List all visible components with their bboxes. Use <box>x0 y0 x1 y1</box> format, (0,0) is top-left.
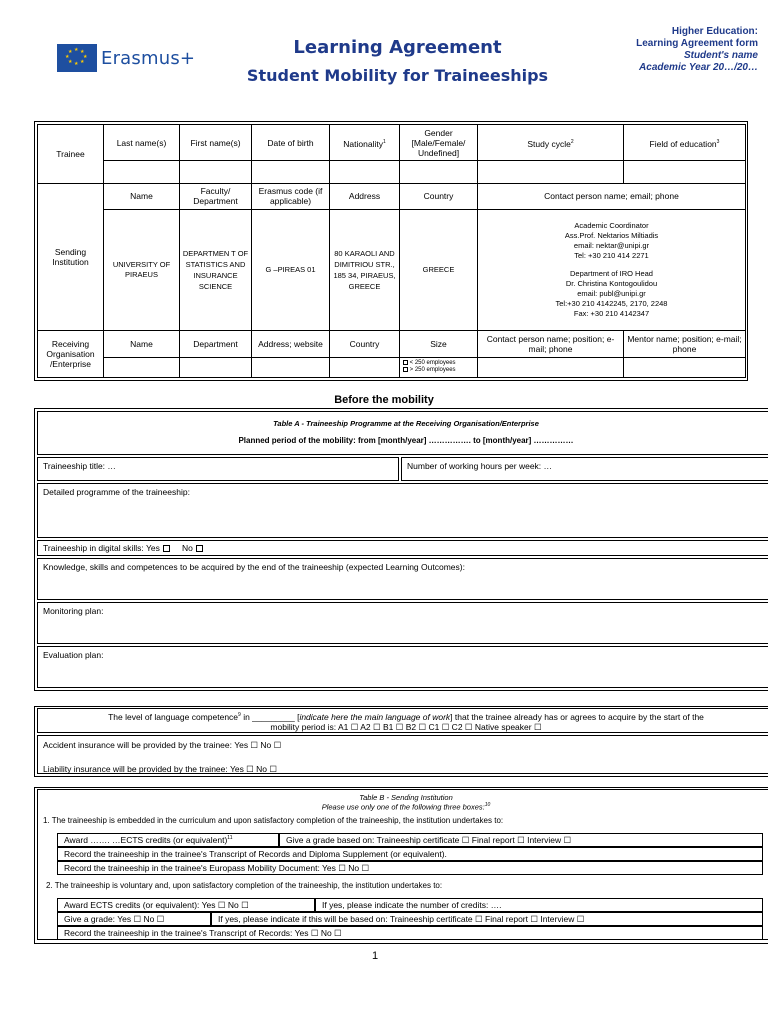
col-send-dept: Faculty/ Department <box>180 183 252 209</box>
col-send-contact: Contact person name; email; phone <box>478 183 746 209</box>
award-ects-2[interactable]: Award ECTS credits (or equivalent): Yes ☐ No ☐ <box>57 898 315 912</box>
send-contact-value: Academic Coordinator Ass.Prof. Nektarios Miltiadis email: nektar@unipi.gr Tel: +30 210 414 2271 Department of IRO Head Dr. Christina Kontogoulidou email: publ@unipi.gr Tel:+30 210 4142245, 2170, 2248 Fax: +30 210 4142347 <box>478 209 746 330</box>
page-number: 1 <box>371 950 379 962</box>
input-recv-address[interactable] <box>252 357 330 377</box>
insurance-box[interactable] <box>37 735 768 774</box>
logo-text: Erasmus+ <box>101 47 196 69</box>
send-dept-value: DEPARTMEN T OF STATISTICS AND INSURANCE SCIENCE <box>180 209 252 330</box>
credits-number[interactable]: If yes, please indicate the number of credits: …. <box>315 898 763 912</box>
input-last-name[interactable] <box>104 161 180 183</box>
col-recv-mentor: Mentor name; position; e-mail; phone <box>624 331 746 357</box>
send-name-value: UNIVERSITY OF PIRAEUS <box>104 209 180 330</box>
header-info: Higher Education: Learning Agreement form Student's name Academic Year 20…/20… <box>636 26 758 73</box>
record-europass[interactable]: Record the traineeship in the trainee's Europass Mobility Document: Yes ☐ No ☐ <box>57 861 763 875</box>
page-header <box>0 0 768 110</box>
input-recv-name[interactable] <box>104 357 180 377</box>
input-recv-country[interactable] <box>330 357 400 377</box>
send-code-value: G –PIREAS 01 <box>252 209 330 330</box>
parties-table <box>34 121 748 381</box>
language-competence[interactable]: The level of language competence$^9$ in _________ [indicate here the main language of work] that the trainee already has or agrees to acquire by the start of the mobility period is: A1 ☐ A2 ☐ B1 ☐ B2 ☐ C1 ☐ C2 ☐ Native speaker ☐ <box>37 708 768 733</box>
accident-insurance[interactable]: Accident insurance will be provided by the trainee: Yes ☐ No ☐ <box>43 740 282 750</box>
eu-flag-icon: ★ ★ ★ ★ ★ ★ ★ ★ <box>57 44 97 72</box>
col-nationality: Nationality$^1$ <box>330 125 400 161</box>
programme-field[interactable]: Detailed programme of the traineeship: <box>37 483 768 538</box>
input-field-education[interactable] <box>624 161 746 183</box>
monitoring-plan-field[interactable]: Monitoring plan: <box>37 602 768 644</box>
col-recv-name: Name <box>104 331 180 357</box>
col-recv-country: Country <box>330 331 400 357</box>
input-recv-contact[interactable] <box>478 357 624 377</box>
input-nationality[interactable] <box>330 161 400 183</box>
input-recv-dept[interactable] <box>180 357 252 377</box>
record-transcript-2[interactable]: Record the traineeship in the trainee's Transcript of Records: Yes ☐ No ☐ <box>57 926 763 940</box>
col-send-code: Erasmus code (if applicable) <box>252 183 330 209</box>
col-recv-size: Size <box>400 331 478 357</box>
evaluation-plan-field[interactable]: Evaluation plan: <box>37 646 768 688</box>
col-dob: Date of birth <box>252 125 330 161</box>
col-recv-contact: Contact person name; position; e-mail; phone <box>478 331 624 357</box>
liability-insurance[interactable]: Liability insurance will be provided by the trainee: Yes ☐ No ☐ <box>43 764 278 774</box>
input-recv-mentor[interactable] <box>624 357 746 377</box>
send-address-value: 80 KARAOLI AND DIMITRIOU STR., 185 34, PIRAEUS, GREECE <box>330 209 400 330</box>
sending-label: Sending Institution <box>38 183 104 331</box>
before-mobility-heading: Before the mobility <box>334 394 434 406</box>
col-send-address: Address <box>330 183 400 209</box>
col-first-name: First name(s) <box>180 125 252 161</box>
digital-skills-field[interactable]: Traineeship in digital skills: Yes No <box>37 540 768 556</box>
input-gender[interactable] <box>400 161 478 183</box>
table-b-header: Table B - Sending Institution Please use only one of the following three boxes:$^{10}$ 1. The traineeship is embedded in the curriculum and upon satisfactory completion of the traineeship, the institution undertakes to: <box>37 789 768 940</box>
traineeship-title-field[interactable]: Traineeship title: … <box>37 457 399 481</box>
record-transcript-1[interactable]: Record the traineeship in the trainee's Transcript of Records and Diploma Supplement (or equivalent). <box>57 847 763 861</box>
page-subtitle: Student Mobility for Traineeships <box>246 66 549 85</box>
grade-based-on-1[interactable]: Give a grade based on: Traineeship certificate ☐ Final report ☐ Interview ☐ <box>279 833 763 847</box>
col-recv-address: Address; website <box>252 331 330 357</box>
col-send-name: Name <box>104 183 180 209</box>
col-recv-dept: Department <box>180 331 252 357</box>
col-last-name: Last name(s) <box>104 125 180 161</box>
award-ects-1[interactable]: Award ……. …ECTS credits (or equivalent)$^{11}$ <box>57 833 279 847</box>
give-grade-2[interactable]: Give a grade: Yes ☐ No ☐ <box>57 912 211 926</box>
option-1-heading: 1. The traineeship is embedded in the curriculum and upon satisfactory completion of the traineeship, the institution undertakes to: <box>43 815 504 825</box>
col-field-education: Field of education$^3$ <box>624 125 746 161</box>
table-a-header: Table A - Traineeship Programme at the Receiving Organisation/Enterprise Planned period of the mobility: from [month/year] ……………. to [month/year] …………… <box>37 411 768 455</box>
send-country-value: GREECE <box>400 209 478 330</box>
recv-size-options[interactable]: < 250 employees > 250 employees <box>400 357 478 377</box>
working-hours-field[interactable]: Number of working hours per week: … <box>401 457 768 481</box>
col-study-cycle: Study cycle$^2$ <box>478 125 624 161</box>
page-title: Learning Agreement <box>293 37 502 58</box>
option-2-heading: 2. The traineeship is voluntary and, upon satisfactory completion of the traineeship, the institution undertakes to: <box>46 881 443 890</box>
learning-outcomes-field[interactable]: Knowledge, skills and competences to be acquired by the end of the traineeship (expected Learning Outcomes): <box>37 558 768 600</box>
col-gender: Gender [Male/Female/ Undefined] <box>400 125 478 161</box>
input-study-cycle[interactable] <box>478 161 624 183</box>
col-send-country: Country <box>400 183 478 209</box>
grade-based-on-2[interactable]: If yes, please indicate if this will be based on: Traineeship certificate ☐ Final report ☐ Interview ☐ <box>211 912 763 926</box>
trainee-label: Trainee <box>38 125 104 184</box>
input-first-name[interactable] <box>180 161 252 183</box>
receiving-label: Receiving Organisation /Enterprise <box>38 331 104 378</box>
input-dob[interactable] <box>252 161 330 183</box>
